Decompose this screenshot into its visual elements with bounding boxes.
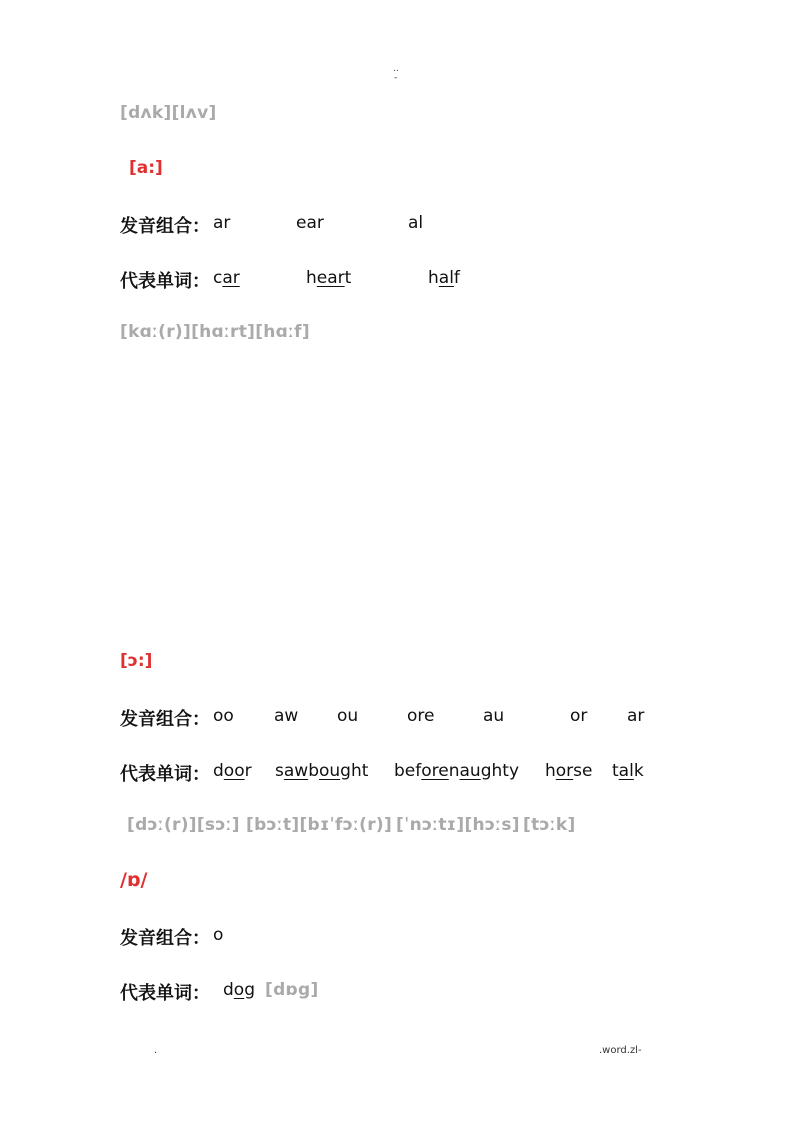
combo-label: 发音组合： bbox=[120, 216, 210, 237]
combo-item: au bbox=[483, 706, 505, 726]
phonetic-transcription: [ˈnɔːtɪ][hɔːs] bbox=[396, 815, 520, 835]
phonetic-transcription: [kɑː(r)][hɑːrt][hɑːf] bbox=[120, 322, 310, 342]
phonetic-transcription: [tɔːk] bbox=[523, 815, 576, 835]
word-label: 代表单词： bbox=[120, 983, 210, 1004]
example-word: sawbought bbox=[275, 761, 369, 781]
combo-label: 发音组合： bbox=[120, 928, 210, 949]
combo-item: o bbox=[213, 925, 224, 945]
combo-item: ou bbox=[337, 706, 359, 726]
header-mark-bottom: - bbox=[394, 73, 398, 83]
combo-item: oo bbox=[213, 706, 234, 726]
phonetic-transcription: [dɔː(r)][sɔː] bbox=[127, 815, 240, 835]
phonetic-transcription: [dɒg] bbox=[265, 980, 319, 1000]
phoneme-symbol-a-long: [a:] bbox=[129, 158, 163, 178]
combo-item: ore bbox=[407, 706, 435, 726]
combo-item: aw bbox=[274, 706, 299, 726]
phoneme-symbol-o-long: [ɔ:] bbox=[120, 651, 153, 671]
example-word: car bbox=[213, 268, 240, 288]
header-mark-top: .. bbox=[393, 64, 399, 74]
example-word: horse bbox=[545, 761, 593, 781]
combo-item: ar bbox=[213, 213, 231, 233]
combo-item: ear bbox=[296, 213, 324, 233]
phoneme-symbol-o-short: /ɒ/ bbox=[120, 869, 148, 891]
combo-item: al bbox=[408, 213, 424, 233]
combo-item: or bbox=[570, 706, 588, 726]
phonetic-transcription: [bɔːt][bɪˈfɔː(r)] bbox=[246, 815, 393, 835]
example-word: door bbox=[213, 761, 252, 781]
example-word: talk bbox=[612, 761, 644, 781]
word-label: 代表单词： bbox=[120, 764, 210, 785]
word-label: 代表单词： bbox=[120, 271, 210, 292]
example-word: dog bbox=[223, 980, 255, 1000]
combo-item: ar bbox=[627, 706, 645, 726]
footer-right: .word.zl- bbox=[599, 1045, 642, 1056]
example-word: heart bbox=[306, 268, 352, 288]
combo-label: 发音组合： bbox=[120, 709, 210, 730]
footer-left: . bbox=[154, 1045, 158, 1056]
phonetic-line-duck-love: [dʌk][lʌv] bbox=[120, 103, 217, 123]
example-word: beforenaughty bbox=[394, 761, 520, 781]
example-word: half bbox=[428, 268, 460, 288]
